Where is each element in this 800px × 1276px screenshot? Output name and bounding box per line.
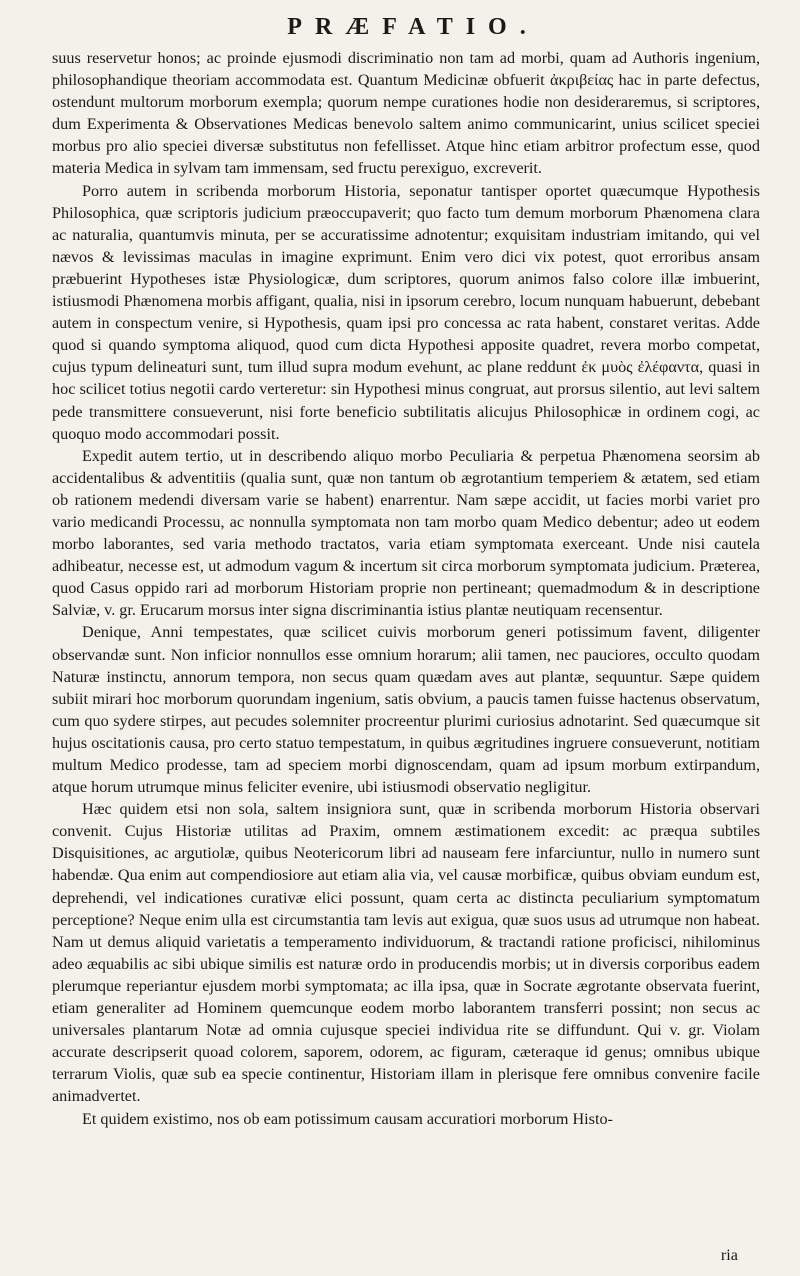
catchword: ria [720,1246,738,1264]
paragraph-5: Hæc quidem etsi non sola, saltem insigniora sunt, quæ in scribenda morborum Historia observari convenit. Cujus Historiæ utilitas ad Praxim, omnem æstimationem excedit: ac præqua subtiles Disquisitiones, ac argutiolæ, quibus Neotericorum libri ad nauseam fere infarciuntur, nullo in numero sunt habendæ. Qua enim aut compendiosiore aut etiam alia via, vel causæ morbificæ, quibus obviam eundum est, deprehendi, vel indicationes curativæ elici possunt, quam certa ac distincta peculiarium symptomatum perceptione? Neque enim ulla est circumstantia tam levis aut exigua, quæ suos usus ad utrumque non habeat. Nam ut demus aliquid varietatis a temperamento individuorum, & tractandi ratione proficisci, nihilominus adeo æquabilis ac sibi ubique similis est naturæ ordo in producendis morbis; ut in diversis corporibus eadem plerumque reperiantur ejusdem morbi symptomata; ac illa ipsa, quæ in Socrate ægrotante observata fuerint, etiam generaliter ad Hominem quemcunque eodem morbo laborantem transferri possint; non secus ac universales plantarum Notæ ad omnia cujusque speciei individua rite se diffundunt. Qui v. gr. Violam accurate descripserit quoad colorem, saporem, odorem, ac figuram, cæteraque id genus; omnibus ubique terrarum Violis, quæ sub ea specie continentur, Historiam illam in plerisque fere omnibus convenire facile animadvertet. [52,800,760,1106]
text-body [52,47,760,1130]
paragraph-4: Denique, Anni tempestates, quæ scilicet cuivis morborum generi potissimum favent, diligenter observandæ sunt. Non inficior nonnullos esse omnium horarum; alii tamen, nec pauciores, occulto quodam Naturæ instinctu, annorum tempora, non secus quam quædam aves aut plantæ, sequuntur. Sæpe quidem subiit mirari hoc morborum quorundam ingenium, satis obvium, a paucis tamen fuisse hactenus observatum, cum quo sydere stirpes, aut pecudes solemniter procreentur plurimi curiosius adnotarint. Sed quæcumque sit hujus oscitationis causa, pro certo statuo tempestatum, in quibus ægritudines ingruere consueverunt, notitiam multum Medico prodesse, tam ad speciem morbi dignoscendam, quam ad ipsum morbum extirpandum, atque horum utrumque minus feliciter evenire, ubi istiusmodi observatio negligitur. [52,623,760,797]
running-head: PRÆFATIO. [287,14,539,40]
paragraph-3: Expedit autem tertio, ut in describendo aliquo morbo Peculiaria & perpetua Phænomena seorsim ab accidentalibus & adventitiis (qualia sunt, quæ non tantum ob ægrotantium temperiem & ætatem, sed etiam ob rationem medendi diversam varie se habent) enarrentur. Nam sæpe accidit, ut facies morbi variet pro vario medicandi Processu, ac nonnulla symptomata non tam morbo quam Medico debentur; adeo ut eodem morbo laborantes, sed varia methodo tractatos, varia etiam symptomata exerceant. Unde nisi cautela adhibeatur, necesse est, ut admodum vagum & incertum sit circa morborum symptomata judicium. Præterea, quod Casus oppido rari ad morborum Historiam proprie non pertineant; quemadmodum & in descriptione Salviæ, v. gr. Erucarum morsus inter signa discriminantia istius plantæ neutiquam recensentur. [52,446,760,620]
paragraph-6: Et quidem existimo, nos ob eam potissimum causam accuratiori morborum Histo- [82,1109,613,1128]
paragraph-2: Porro autem in scribenda morborum Historia, seponatur tantisper oportet quæcumque Hypothesis Philosophica, quæ scriptoris judicium præoccupaverit; quo facto tum demum morborum Phænomena clara ac naturalia, quantumvis minuta, per se accuratissime adnotentur; exquisitam industriam imitando, qui vel nævos & levissimas maculas in imagine exprimunt. Enim vero dici vix potest, quot erroribus ansam præbuerint Hypotheses istæ Physiologicæ, dum scriptores, quorum animos falso colore illæ imbuerint, istiusmodi Phænomena morbis affigant, qualia, nisi in ipsorum cerebro, locum nunquam habuerunt, debebant autem in conspectum venire, si Hypothesis, quam ipsi pro concessa ac rata habent, constaret veritas. Adde quod si quando symptoma aliquod, quod cum dicta Hypothesi apposite quadret, revera morbo competat, cujus typum delineaturi sunt, tum illud supra modum evehunt, ac plane reddunt ἐκ μυὸς ἐλέφαντα, quasi in hoc scilicet totius negotii cardo verteretur: sin Hypothesi minus congruat, aut prorsus silentio, aut levi saltem pede transmittere consueverunt, nisi forte beneficio subtilitatis alicujus Philosophicæ in ordinem cogi, ac quoquo modo accommodari possit. [52,181,760,443]
paragraph-1: suus reservetur honos; ac proinde ejusmodi discriminatio non tam ad morbi, quam ad Authoris ingenium, philosophandique theoriam accommodata est. Quantum Medicinæ obfuerit ἀκριβείας hac in parte defectus, ostendunt multorum morborum exempla; quorum nempe curationes hodie non desideraremus, si scriptores, dum Experimenta & Observationes Medicas benevolo saltem animo communicarint, unius scilicet speciei morbus pro alio speciei diversæ substitutus non fefellisset. Atque hinc etiam arbitror profectum esse, quod materia Medica in sylvam tam immensam, sed fructu perexiguo, excreverit. [52,49,760,178]
